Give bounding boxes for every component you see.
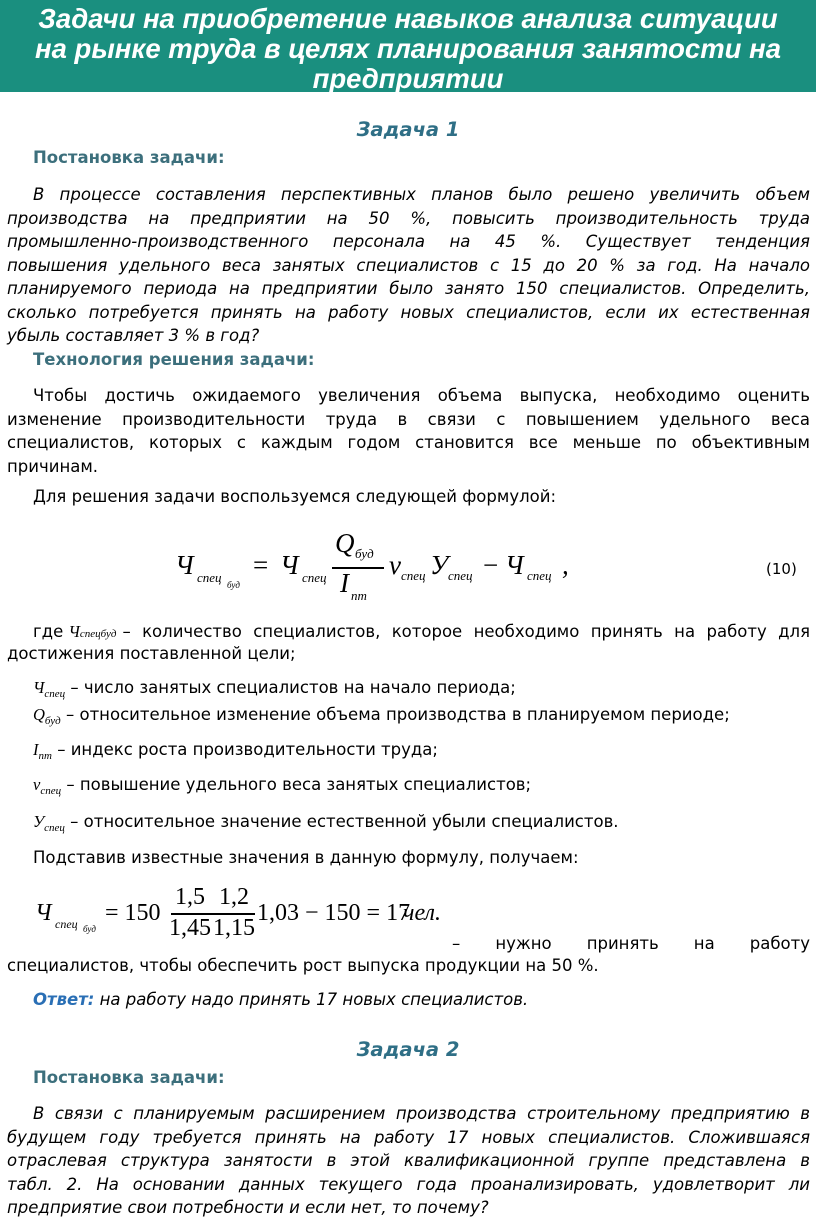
def-symbol: Ч — [33, 678, 45, 697]
answer-label: Ответ: — [33, 990, 95, 1009]
formula-symbol: Ч — [505, 550, 524, 580]
calc-symbol: Ч — [35, 900, 52, 926]
formula-subscript: буд — [227, 580, 240, 590]
statement-line: промышленно-производственного персонала на 45 %. Существует тенденция — [7, 232, 810, 251]
statement-line: планируемого периода на предприятии было занято 150 специалистов. Определить, — [7, 279, 810, 298]
task-1-tech-heading: Технология решения задачи: — [33, 350, 315, 369]
formula-number: (10) — [766, 560, 797, 578]
tech-line: причинам. — [7, 456, 99, 476]
banner-line-2: на рынке труда в целях планирования занятости на — [34, 33, 781, 64]
calculation — [35, 884, 455, 944]
formula-10 — [175, 528, 595, 608]
def-subscript: спецбуд — [79, 628, 117, 640]
statement-line: производства на предприятии на 50 %, повысить производительность труда — [7, 208, 810, 228]
def-symbol: v — [33, 775, 41, 794]
definition-item — [33, 678, 516, 700]
formula-symbol: I — [340, 568, 349, 598]
def-text: – относительное изменение объема производства в планируемом периоде; — [65, 705, 730, 724]
substitution-intro: Подставив известные значения в данную формулу, получаем: — [33, 848, 579, 867]
formula-subscript: спец — [302, 570, 327, 585]
answer — [33, 990, 528, 1009]
page-banner — [0, 0, 816, 92]
def-symbol: Ч — [68, 622, 80, 641]
formula-symbol: v — [389, 550, 401, 580]
where-word: где — [33, 622, 64, 641]
statement-line: предприятие свои потребности и если нет, то почему? — [7, 1198, 489, 1217]
task-2-statement — [7, 1102, 810, 1220]
def-text: – число занятых специалистов на начало периода; — [70, 678, 516, 697]
def-text: – относительное значение естественной убыли специалистов. — [70, 812, 619, 831]
def-text-continued: достижения поставленной цели; — [7, 644, 296, 663]
formula-subscript: спец — [197, 570, 222, 585]
def-subscript: спец — [44, 822, 65, 834]
formula-subscript: буд — [355, 546, 374, 561]
def-subscript: буд — [44, 715, 61, 727]
task-1-statement — [7, 183, 810, 348]
formula-symbol: Q — [335, 528, 355, 558]
definition-item — [33, 775, 531, 797]
task-2-title: Задача 2 — [356, 1038, 460, 1061]
statement-line: табл. 2. На основании данных текущего года проанализировать, удовлетворит ли — [7, 1174, 810, 1194]
def-subscript: спец — [40, 785, 62, 797]
definition-item — [33, 740, 438, 762]
statement-line: отраслевая структура занятости в этой квалификационной группе представлена в — [7, 1151, 810, 1170]
statement-line: будущем году требуется принять на работу 17 новых специалистов. Сложившаяся — [7, 1127, 810, 1147]
def-text: – количество специалистов, которое необходимо принять на работу для — [122, 622, 810, 641]
definition-item — [33, 705, 730, 727]
calc-number: = 150 — [105, 900, 161, 926]
def-symbol: У — [33, 812, 45, 831]
statement-line: сколько потребуется принять на работу новых специалистов, если их естественная — [7, 302, 810, 322]
calc-after-line: – нужно принять на работу — [452, 934, 810, 953]
banner-line-1: Задачи на приобретение навыков анализа ситуации — [38, 3, 778, 34]
calc-fraction-num: 1,5 — [175, 884, 205, 910]
task-1-statement-heading: Постановка задачи: — [33, 148, 225, 167]
definition-main — [33, 620, 810, 644]
calc-tail: 1,03 − 150 = 17 — [257, 900, 411, 926]
definition-item — [33, 812, 619, 834]
banner-line-3: предприятии — [312, 63, 504, 94]
calc-subscript: спец — [55, 917, 78, 931]
calc-unit: чел. — [403, 900, 441, 926]
formula-symbol: Ч — [280, 550, 299, 580]
formula-subscript: пт — [351, 588, 367, 603]
def-subscript: спец — [44, 688, 66, 700]
formula-intro: Для решения задачи воспользуемся следующей формулой: — [33, 487, 557, 506]
formula-subscript: спец — [448, 568, 473, 583]
statement-line: убыль составляет 3 % в год? — [7, 326, 260, 345]
calc-fraction-den: 1,15 — [213, 915, 255, 941]
answer-text: на работу надо принять 17 новых специалистов. — [99, 990, 529, 1009]
task-1-title: Задача 1 — [356, 118, 460, 141]
statement-line: повышения удельного веса занятых специалистов с 15 до 20 % за год. На начало — [7, 255, 810, 275]
formula-operator: − — [483, 550, 499, 580]
calc-subscript: буд — [83, 924, 96, 934]
formula-subscript: спец — [401, 568, 426, 583]
tech-line: специалистов, которых с каждым годом становится все меньше по объективным — [7, 433, 810, 452]
statement-line: В процессе составления перспективных планов было решено увеличить объем — [33, 185, 810, 204]
formula-operator: = — [253, 550, 269, 580]
def-subscript: пт — [38, 750, 52, 762]
calc-fraction-den: 1,45 — [169, 915, 211, 941]
statement-line: В связи с планируемым расширением производства строительному предприятию в — [33, 1104, 810, 1123]
def-symbol: Q — [33, 705, 45, 724]
def-symbol: I — [33, 740, 39, 759]
task-1-tech-text — [7, 384, 810, 478]
formula-symbol: Ч — [175, 550, 194, 580]
calc-after-line-2: специалистов, чтобы обеспечить рост выпуска продукции на 50 %. — [7, 956, 599, 975]
def-text: – индекс роста производительности труда; — [57, 740, 438, 759]
tech-line: Чтобы достичь ожидаемого увеличения объема выпуска, необходимо оценить — [33, 386, 810, 405]
calc-after-text — [452, 932, 810, 956]
tech-line: изменение производительности труда в связи с повышением удельного веса — [7, 409, 810, 429]
def-text: – повышение удельного веса занятых специалистов; — [66, 775, 532, 794]
formula-punct: , — [562, 550, 569, 580]
calc-fraction-num: 1,2 — [219, 884, 249, 910]
formula-subscript: спец — [527, 568, 552, 583]
task-2-statement-heading: Постановка задачи: — [33, 1068, 225, 1087]
formula-symbol: У — [430, 550, 449, 580]
